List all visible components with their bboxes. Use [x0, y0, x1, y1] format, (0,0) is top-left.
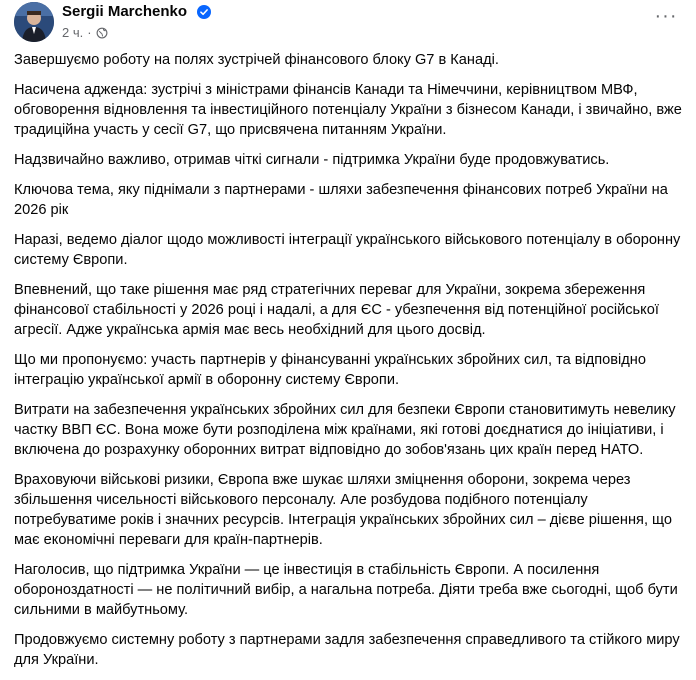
post-text — [14, 50, 686, 680]
post-paragraph: Витрати на забезпечення українських збройних сил для безпеки Європи становитимуть невелику частку ВВП ЄС. Вона може бути розподілена між країнами, які готові доєднатися до ініціативи, і включена до розрахунку оборонних витрат відповідно до зобов'язань цих країн перед НАТО. — [14, 402, 676, 458]
post-paragraph: Завершуємо роботу на полях зустрічей фінансового блоку G7 в Канаді. — [14, 52, 499, 68]
post-paragraph: Впевнений, що таке рішення має ряд стратегічних переваг для України, зокрема збереження фінансової стабільності у 2026 році і надалі, а для ЄС - убезпечення від потенційної російської агресії. Адже українська армія має весь необхідний для цього досвід. — [14, 282, 659, 338]
post-paragraph: Надзвичайно важливо, отримав чіткі сигнали - підтримка України буде продовжуватись. — [14, 152, 610, 168]
post-meta — [62, 25, 108, 40]
post-paragraph: Продовжуємо системну роботу з партнерами задля забезпечення справедливого та стійкого миру для України. — [14, 632, 680, 668]
meta-separator: · — [87, 25, 92, 40]
post-timestamp[interactable]: 2 ч. — [62, 25, 84, 40]
author-name[interactable]: Sergii Marchenko — [62, 3, 188, 20]
post-paragraph: Насичена адженда: зустрічі з міністрами фінансів Канади та Німеччини, керівництвом МВФ, обговорення відновлення та інвестиційного потенціалу України з бізнесом Канади, і звичайно, вже традиційна участь у сесії G7, що присвячена питанням України. — [14, 82, 682, 138]
post-paragraph: Ключова тема, яку піднімали з партнерами - шляхи забезпечення фінансових потреб України на 2026 рік — [14, 182, 668, 218]
post-paragraph: Наразі, ведемо діалог щодо можливості інтеграції українського військового потенціалу в оборонну систему Європи. — [14, 232, 681, 268]
verified-badge-icon — [197, 5, 211, 19]
post-paragraph: Наголосив, що підтримка України — це інвестиція в стабільність Європи. А посилення обороноздатності — не політичний вибір, а нагальна потреба. Діяти треба вже сьогодні, щоб бути сильними в майбутньому. — [14, 562, 678, 618]
post-header — [14, 2, 686, 44]
author-avatar[interactable] — [14, 2, 54, 42]
globe-icon[interactable] — [96, 27, 108, 39]
more-horizontal-icon: ··· — [654, 5, 678, 27]
post-paragraph: Враховуючи військові ризики, Європа вже шукає шляхи зміцнення оборони, зокрема через збільшення чисельності військового персоналу. Але розбудова подібного потенціалу потребуватиме років і значних ресурсів. Інтеграція українських збройних сил – дієве рішення, що має економічні переваги для країн-партнерів. — [14, 472, 673, 548]
post-paragraph: Що ми пропонуємо: участь партнерів у фінансуванні українських збройних сил, та відповідно інтеграцію української армії в оборонну систему Європи. — [14, 352, 646, 388]
avatar-photo — [14, 2, 54, 42]
more-options-button[interactable] — [652, 6, 680, 34]
